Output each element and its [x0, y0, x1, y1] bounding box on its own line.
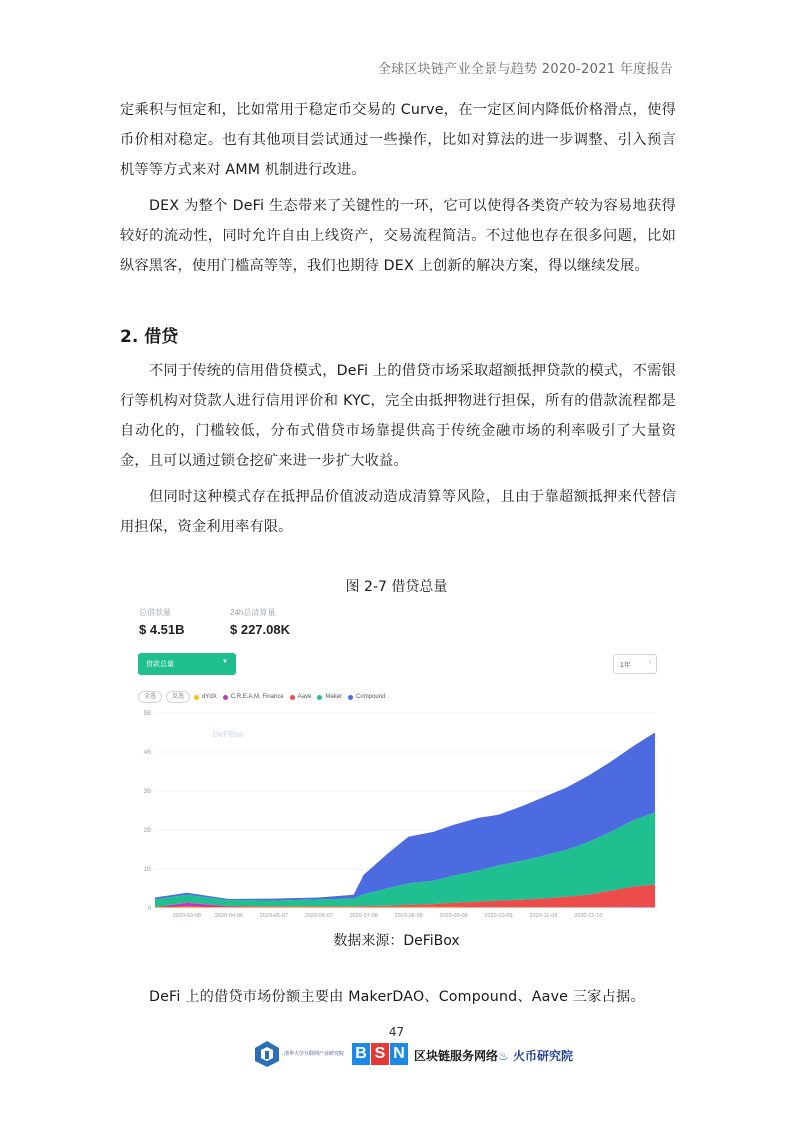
paragraph-amm: 定乘积与恒定和，比如常用于稳定币交易的 Curve，在一定区间内降低价格滑点，使得币价相对稳定。也有其他项目尝试通过一些操作，比如对算法的进一步调整、引入预言机等等方式来对 AMM 机制进行改进。: [120, 102, 676, 178]
huobi-logo: [498, 1047, 573, 1064]
stat-label: 总借款量: [139, 608, 171, 617]
legend-label: Aave: [297, 694, 312, 700]
huobi-text: 火币研究院: [512, 1049, 573, 1063]
stat-value: $ 227.08K: [230, 622, 290, 637]
y-tick-label: 1B: [143, 867, 151, 873]
x-tick-label: 2020-11-09: [529, 913, 558, 919]
x-tick-label: 2020-05-07: [259, 913, 288, 919]
y-tick-label: 4B: [143, 750, 151, 756]
range-select[interactable]: [613, 654, 657, 674]
legend-label: dYdX: [202, 694, 217, 700]
legend-item-cream[interactable]: [223, 694, 284, 700]
footer-logos: [254, 1040, 573, 1070]
legend-dot-icon: [194, 695, 199, 700]
y-tick-label: 3B: [143, 789, 151, 795]
page-header-title: 全球区块链产业全景与趋势 2020-2021 年度报告: [377, 62, 673, 77]
figure-source: 数据来源：DeFiBox: [333, 933, 460, 949]
legend-label: Compound: [356, 694, 386, 700]
paragraph-lending-risk: 但同时这种模式存在抵押品价值波动造成清算等风险，且由于靠超额抵押来代替信用担保，资金利用率有限。: [120, 489, 676, 535]
bsn-letter-b: B: [352, 1043, 370, 1065]
bsn-letter-s: S: [371, 1043, 389, 1065]
legend-label: Maker: [325, 694, 343, 700]
metric-dropdown-label: 借款总量: [146, 661, 174, 668]
bsn-text: 区块链服务网络: [414, 1049, 499, 1063]
lending-chart-widget: [133, 603, 663, 923]
tsinghua-logo-text: 清华大学互联网产业研究院: [284, 1051, 345, 1057]
stat-liquidation: [230, 607, 290, 637]
tsinghua-logo-icon: [254, 1040, 280, 1068]
x-tick-label: 2020-04-06: [214, 913, 243, 919]
legend-dot-icon: [223, 695, 228, 700]
stat-total-borrow: [139, 607, 185, 637]
stacked-area-chart: [133, 703, 663, 921]
x-tick-label: 2020-03-08: [172, 913, 201, 919]
legend-dot-icon: [290, 695, 295, 700]
x-tick-label: 2020-10-09: [484, 913, 513, 919]
x-tick-label: 2020-12-10: [574, 913, 603, 919]
y-tick-label: 0: [147, 906, 151, 912]
legend-item-aave[interactable]: [290, 694, 312, 700]
caret-down-icon: ▼: [222, 659, 228, 665]
chart-legend: [138, 691, 391, 703]
legend-dot-icon: [348, 695, 353, 700]
select-all-button[interactable]: 全选: [138, 691, 162, 703]
x-tick-label: 2020-06-07: [304, 913, 333, 919]
x-tick-label: 2020-09-08: [439, 913, 468, 919]
legend-item-dydx[interactable]: [194, 694, 217, 700]
legend-item-maker[interactable]: [317, 694, 342, 700]
figure-caption: 图 2-7 借贷总量: [345, 579, 448, 595]
legend-label: C.R.E.A.M. Finance: [230, 694, 284, 700]
metric-dropdown[interactable]: [138, 653, 236, 675]
legend-dot-icon: [317, 695, 322, 700]
x-tick-label: 2020-07-08: [349, 913, 378, 919]
flame-icon: ♨: [498, 1049, 509, 1063]
invert-selection-button[interactable]: 反选: [166, 691, 190, 703]
paragraph-lending-intro: 不同于传统的信用借贷模式，DeFi 上的借贷市场采取超额抵押贷款的模式，不需银行等机构对贷款人进行信用评价和 KYC，完全由抵押物进行担保，所有的借款流程都是自动化的，门槛较低，分布式借贷市场靠提供高于传统金融市场的利率吸引了大量资金，且可以通过锁仓挖矿来进一步扩大收益。: [120, 363, 676, 469]
stat-label: 24h总清算量: [230, 608, 276, 617]
stat-value: $ 4.51B: [139, 622, 185, 637]
range-select-label: 1年: [620, 662, 631, 669]
paragraph-market-share: DeFi 上的借贷市场份额主要由 MakerDAO、Compound、Aave 三家占据。: [149, 989, 645, 1005]
legend-item-compound[interactable]: [348, 694, 385, 700]
y-tick-label: 2B: [143, 828, 151, 834]
x-tick-label: 2020-08-08: [394, 913, 423, 919]
bsn-letter-n: N: [390, 1043, 408, 1065]
paragraph-dex: DEX 为整个 DeFi 生态带来了关键性的一环，它可以使得各类资产较为容易地获得较好的流动性，同时允许自由上线资产，交易流程简洁。不过他也存在很多问题，比如纵容黑客，使用门槛高等等，我们也期待 DEX 上创新的解决方案，得以继续发展。: [120, 198, 676, 274]
watermark-text: DeFiBox: [213, 730, 244, 739]
page-number: 47: [388, 1025, 405, 1039]
section-heading-lending: 2. 借贷: [120, 327, 179, 347]
bsn-logo: [352, 1043, 409, 1065]
chevron-right-icon: ›: [649, 660, 651, 666]
y-tick-label: 5B: [143, 711, 151, 717]
